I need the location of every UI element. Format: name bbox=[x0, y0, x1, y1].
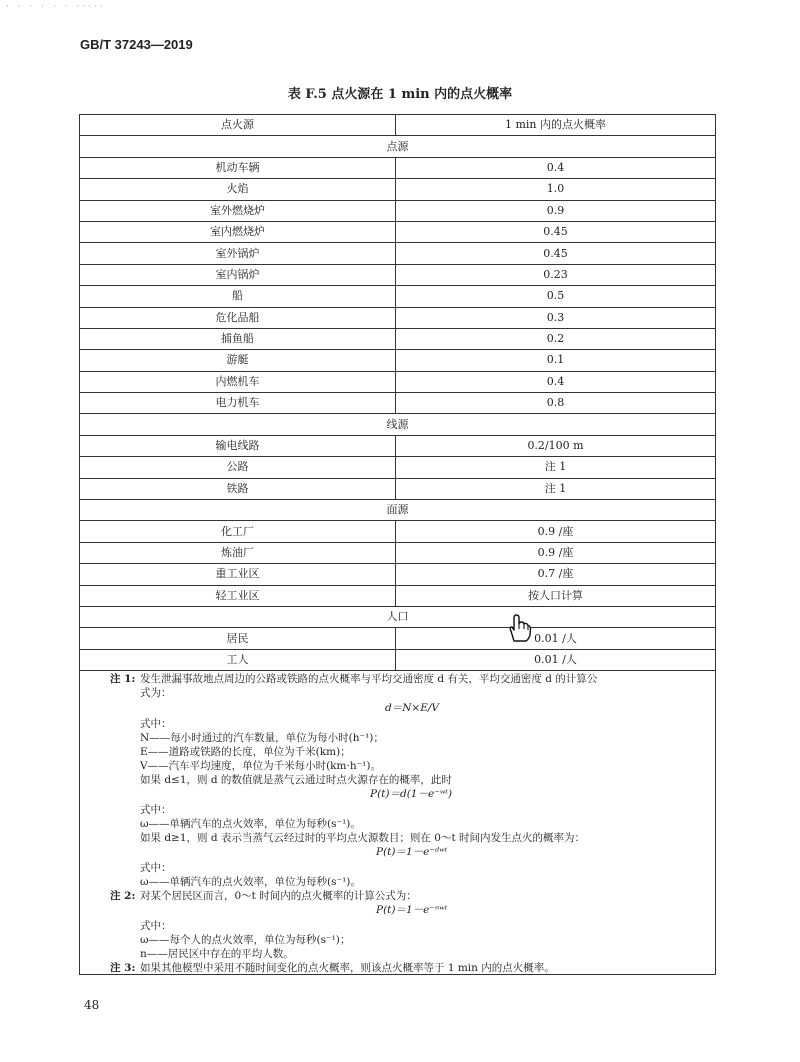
header-probability: 1 min 内的点火概率 bbox=[396, 115, 716, 136]
hand-pointer-icon bbox=[506, 613, 532, 643]
source-name: 船 bbox=[80, 286, 396, 307]
table-row bbox=[80, 457, 716, 478]
probability-value: 0.01 /人 bbox=[396, 628, 716, 649]
table-row bbox=[80, 200, 716, 221]
probability-value: 0.9 /座 bbox=[396, 521, 716, 542]
probability-value: 0.9 /座 bbox=[396, 542, 716, 563]
where-label-4: 式中： bbox=[140, 920, 172, 932]
table-header-row bbox=[80, 115, 716, 136]
table-row bbox=[80, 393, 716, 414]
ignition-probability-table bbox=[79, 114, 716, 671]
def-omega-1: ω——单辆汽车的点火效率，单位为每秒(s⁻¹)。 bbox=[140, 818, 361, 830]
table-row bbox=[80, 286, 716, 307]
probability-value: 0.2 bbox=[396, 328, 716, 349]
source-name: 机动车辆 bbox=[80, 157, 396, 178]
probability-value: 0.01 /人 bbox=[396, 649, 716, 670]
table-row bbox=[80, 157, 716, 178]
source-name: 室外燃烧炉 bbox=[80, 200, 396, 221]
section-title: 点源 bbox=[80, 136, 716, 157]
source-name: 轻工业区 bbox=[80, 585, 396, 606]
table-row bbox=[80, 542, 716, 563]
source-name: 公路 bbox=[80, 457, 396, 478]
source-name: 室内锅炉 bbox=[80, 264, 396, 285]
source-name: 火焰 bbox=[80, 179, 396, 200]
section-row bbox=[80, 606, 716, 627]
source-name: 铁路 bbox=[80, 478, 396, 499]
probability-value: 0.45 bbox=[396, 221, 716, 242]
source-name: 室外锅炉 bbox=[80, 243, 396, 264]
probability-value: 0.7 /座 bbox=[396, 564, 716, 585]
probability-value: 注 1 bbox=[396, 457, 716, 478]
section-row bbox=[80, 500, 716, 521]
probability-value: 注 1 bbox=[396, 478, 716, 499]
section-row bbox=[80, 136, 716, 157]
source-name: 工人 bbox=[80, 649, 396, 670]
def-N: N——每小时通过的汽车数量，单位为每小时(h⁻¹)； bbox=[140, 732, 384, 744]
source-name: 化工厂 bbox=[80, 521, 396, 542]
header-source: 点火源 bbox=[80, 115, 396, 136]
probability-value: 0.9 bbox=[396, 200, 716, 221]
table-row bbox=[80, 628, 716, 649]
probability-value: 0.3 bbox=[396, 307, 716, 328]
note2-text: 对某个居民区而言，0～t 时间内的点火概率的计算公式为： bbox=[140, 890, 417, 902]
notes-box bbox=[79, 665, 716, 975]
source-name: 电力机车 bbox=[80, 393, 396, 414]
note1-text: 发生泄漏事故地点周边的公路或铁路的点火概率与平均交通密度 d 有关，平均交通密度 d 的计算公 bbox=[140, 673, 598, 685]
table-row bbox=[80, 521, 716, 542]
probability-value: 0.2/100 m bbox=[396, 435, 716, 456]
probability-value: 0.8 bbox=[396, 393, 716, 414]
source-name: 输电线路 bbox=[80, 435, 396, 456]
def-omega-3: ω——每个人的点火效率，单位为每秒(s⁻¹)； bbox=[140, 934, 351, 946]
source-name: 捕鱼船 bbox=[80, 328, 396, 349]
where-label-3: 式中： bbox=[140, 862, 172, 874]
probability-value: 按人口计算 bbox=[396, 585, 716, 606]
section-title: 人口 bbox=[80, 606, 716, 627]
probability-value: 0.4 bbox=[396, 371, 716, 392]
source-name: 炼油厂 bbox=[80, 542, 396, 563]
formula-p1: P(t)＝d(1－e⁻ʷᵗ) bbox=[370, 788, 453, 800]
probability-value: 0.1 bbox=[396, 350, 716, 371]
table-row bbox=[80, 435, 716, 456]
page-number: 48 bbox=[84, 998, 100, 1012]
table-row bbox=[80, 221, 716, 242]
source-name: 游艇 bbox=[80, 350, 396, 371]
where-label-2: 式中： bbox=[140, 804, 172, 816]
note3-text: 如果其他模型中采用不随时间变化的点火概率，则该点火概率等于 1 min 内的点火概率。 bbox=[140, 962, 555, 974]
source-name: 室内燃烧炉 bbox=[80, 221, 396, 242]
formula-density: d＝N×E/V bbox=[385, 702, 439, 714]
section-row bbox=[80, 414, 716, 435]
probability-value: 0.5 bbox=[396, 286, 716, 307]
table-caption: 表 F.5 点火源在 1 min 内的点火概率 bbox=[287, 87, 513, 102]
case-d-ge-1: 如果 d≥1，则 d 表示当蒸气云经过时的平均点火源数目；则在 0～t 时间内发生点火的概率为： bbox=[140, 832, 586, 844]
note2-label: 注 2: bbox=[110, 890, 136, 902]
table-row bbox=[80, 371, 716, 392]
probability-value: 0.45 bbox=[396, 243, 716, 264]
table-row bbox=[80, 564, 716, 585]
note1-label: 注 1: bbox=[110, 673, 136, 685]
table-row bbox=[80, 478, 716, 499]
formula-p3: P(t)＝1－e⁻ⁿʷᵗ bbox=[376, 904, 448, 916]
case-d-le-1: 如果 d≤1，则 d 的数值就是蒸气云通过时点火源存在的概率，此时 bbox=[140, 774, 452, 786]
probability-value: 0.4 bbox=[396, 157, 716, 178]
top-dots: · · · · · · ····· bbox=[6, 2, 106, 12]
table-row bbox=[80, 585, 716, 606]
table-row bbox=[80, 350, 716, 371]
where-label-1: 式中： bbox=[140, 718, 172, 730]
note1-text-cont: 式为： bbox=[140, 687, 172, 699]
section-title: 线源 bbox=[80, 414, 716, 435]
source-name: 危化品船 bbox=[80, 307, 396, 328]
def-omega-2: ω——单辆汽车的点火效率，单位为每秒(s⁻¹)。 bbox=[140, 876, 361, 888]
def-n: n——居民区中存在的平均人数。 bbox=[140, 948, 294, 960]
standard-number: GB/T 37243—2019 bbox=[80, 37, 193, 52]
source-name: 内燃机车 bbox=[80, 371, 396, 392]
table-row bbox=[80, 179, 716, 200]
table-row bbox=[80, 307, 716, 328]
probability-value: 0.23 bbox=[396, 264, 716, 285]
def-E: E——道路或铁路的长度，单位为千米(km)； bbox=[140, 746, 351, 758]
table-row bbox=[80, 243, 716, 264]
probability-value: 1.0 bbox=[396, 179, 716, 200]
def-V: V——汽车平均速度，单位为千米每小时(km·h⁻¹)。 bbox=[140, 760, 381, 772]
source-name: 重工业区 bbox=[80, 564, 396, 585]
note3-label: 注 3: bbox=[110, 962, 136, 974]
table-row bbox=[80, 264, 716, 285]
source-name: 居民 bbox=[80, 628, 396, 649]
table-row bbox=[80, 328, 716, 349]
formula-p2: P(t)＝1－e⁻ᵈʷᵗ bbox=[376, 846, 448, 858]
section-title: 面源 bbox=[80, 500, 716, 521]
